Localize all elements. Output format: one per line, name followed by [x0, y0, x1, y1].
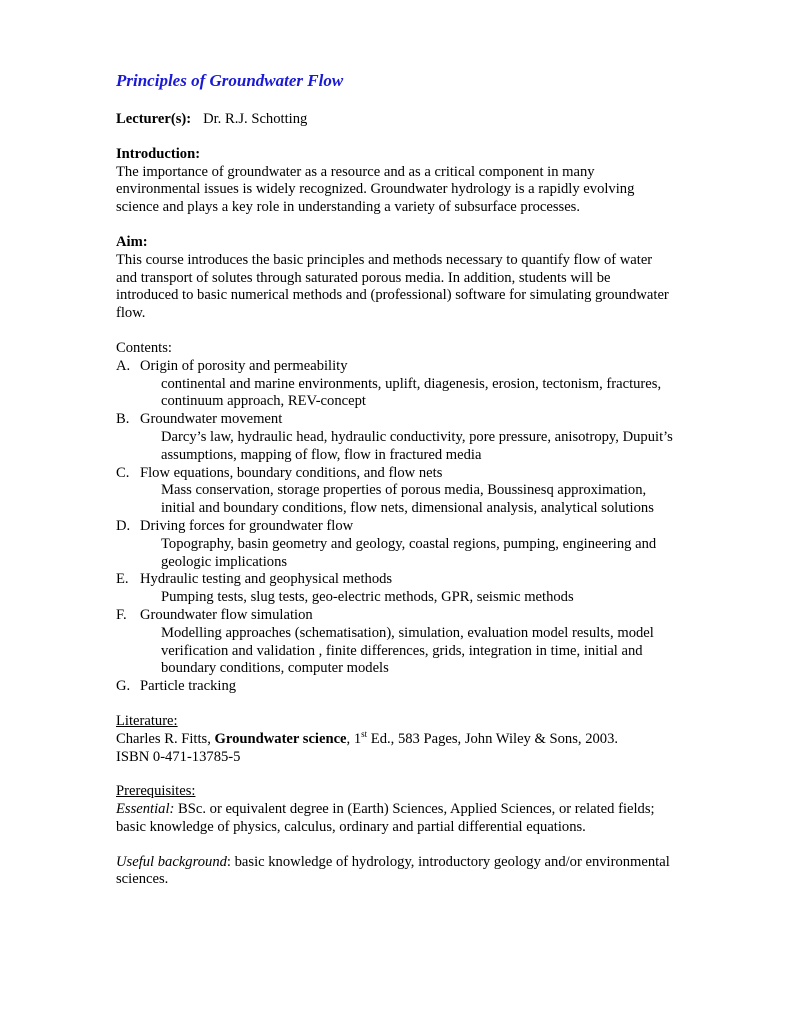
- list-item: [116, 465, 676, 518]
- item-title: Groundwater movement: [140, 411, 283, 428]
- useful-text: : basic knowledge of hydrology, introductory geology and/or environmental sciences.: [116, 853, 670, 888]
- item-title: Driving forces for groundwater flow: [140, 517, 354, 534]
- introduction-heading: Introduction:: [116, 145, 201, 162]
- essential-text: BSc. or equivalent degree in (Earth) Sciences, Applied Sciences, or related fields; basic knowledge of physics, calculus, ordinary and partial differential equations.: [116, 801, 655, 835]
- item-letter: A.: [116, 357, 131, 374]
- list-item: [116, 411, 676, 464]
- literature-edition-sup: st: [361, 728, 368, 739]
- item-details: Topography, basin geometry and geology, coastal regions, pumping, engineering and geologic implications: [161, 535, 657, 570]
- contents-section: [116, 340, 676, 696]
- item-title: Groundwater flow simulation: [140, 606, 313, 623]
- prerequisites-essential: [116, 801, 676, 837]
- item-letter: E.: [116, 571, 129, 588]
- essential-label: Essential:: [116, 801, 175, 818]
- contents-heading: Contents:: [116, 339, 172, 356]
- list-item: [116, 571, 676, 607]
- literature-heading: Literature:: [116, 712, 178, 729]
- list-item: [116, 358, 676, 411]
- list-item: [116, 607, 676, 678]
- literature-isbn: ISBN 0-471-13785-5: [116, 748, 241, 765]
- item-letter: G.: [116, 678, 131, 695]
- item-letter: F.: [116, 606, 127, 623]
- prerequisites-section: [116, 783, 676, 836]
- lecturer-name: Dr. R.J. Schotting: [203, 111, 308, 127]
- item-title: Particle tracking: [140, 678, 237, 695]
- item-letter: D.: [116, 517, 131, 534]
- introduction-section: [116, 146, 676, 217]
- contents-list: [116, 358, 676, 696]
- item-details: Modelling approaches (schematisation), simulation, evaluation model results, model verification and validation , finite differences, grids, integration in time, initial and boundary conditions, computer models: [161, 624, 654, 677]
- useful-background-section: [116, 854, 676, 890]
- document-page: [116, 70, 676, 889]
- prerequisites-heading: Prerequisites:: [116, 783, 196, 800]
- literature-details: Ed., 583 Pages, John Wiley & Sons, 2003.: [367, 730, 619, 747]
- useful-label: Useful background: [116, 853, 227, 870]
- item-letter: C.: [116, 464, 130, 481]
- prerequisites-useful: [116, 854, 676, 890]
- lecturer-label: Lecturer(s):: [116, 111, 192, 127]
- list-item: [116, 518, 676, 571]
- literature-reference: [116, 728, 676, 749]
- aim-section: [116, 234, 676, 323]
- item-letter: B.: [116, 411, 130, 428]
- item-details: Pumping tests, slug tests, geo-electric methods, GPR, seismic methods: [161, 589, 574, 606]
- literature-section: [116, 713, 676, 766]
- item-title: Origin of porosity and permeability: [140, 357, 348, 374]
- list-item: [116, 678, 676, 696]
- literature-book-title: Groundwater science: [214, 730, 347, 747]
- item-details: Mass conservation, storage properties of porous media, Boussinesq approximation, initial and boundary conditions, flow nets, dimensional analysis, analytical solutions: [161, 482, 654, 517]
- lecturer-line: [116, 111, 676, 129]
- literature-edition-prefix: , 1: [346, 730, 362, 747]
- item-details: Darcy’s law, hydraulic head, hydraulic conductivity, pore pressure, anisotropy, Dupuit’s assumptions, mapping of flow, flow in fractured media: [161, 428, 673, 463]
- literature-author: Charles R. Fitts,: [116, 730, 215, 747]
- page-title: Principles of Groundwater Flow: [116, 71, 344, 90]
- aim-heading: Aim:: [116, 233, 148, 250]
- item-title: Flow equations, boundary conditions, and flow nets: [140, 464, 443, 481]
- item-title: Hydraulic testing and geophysical methods: [140, 571, 393, 588]
- aim-text: This course introduces the basic principles and methods necessary to quantify flow of water and transport of solutes through saturated porous media. In addition, students will be introduced to basic numerical methods and (professional) software for simulating groundwater flow.: [116, 251, 669, 322]
- introduction-text: The importance of groundwater as a resource and as a critical component in many environmental issues is widely recognized. Groundwater hydrology is a rapidly evolving science and plays a key role in understanding a variety of subsurface processes.: [116, 163, 635, 216]
- item-details: continental and marine environments, uplift, diagenesis, erosion, tectonism, fractures, continuum approach, REV-concept: [161, 375, 662, 410]
